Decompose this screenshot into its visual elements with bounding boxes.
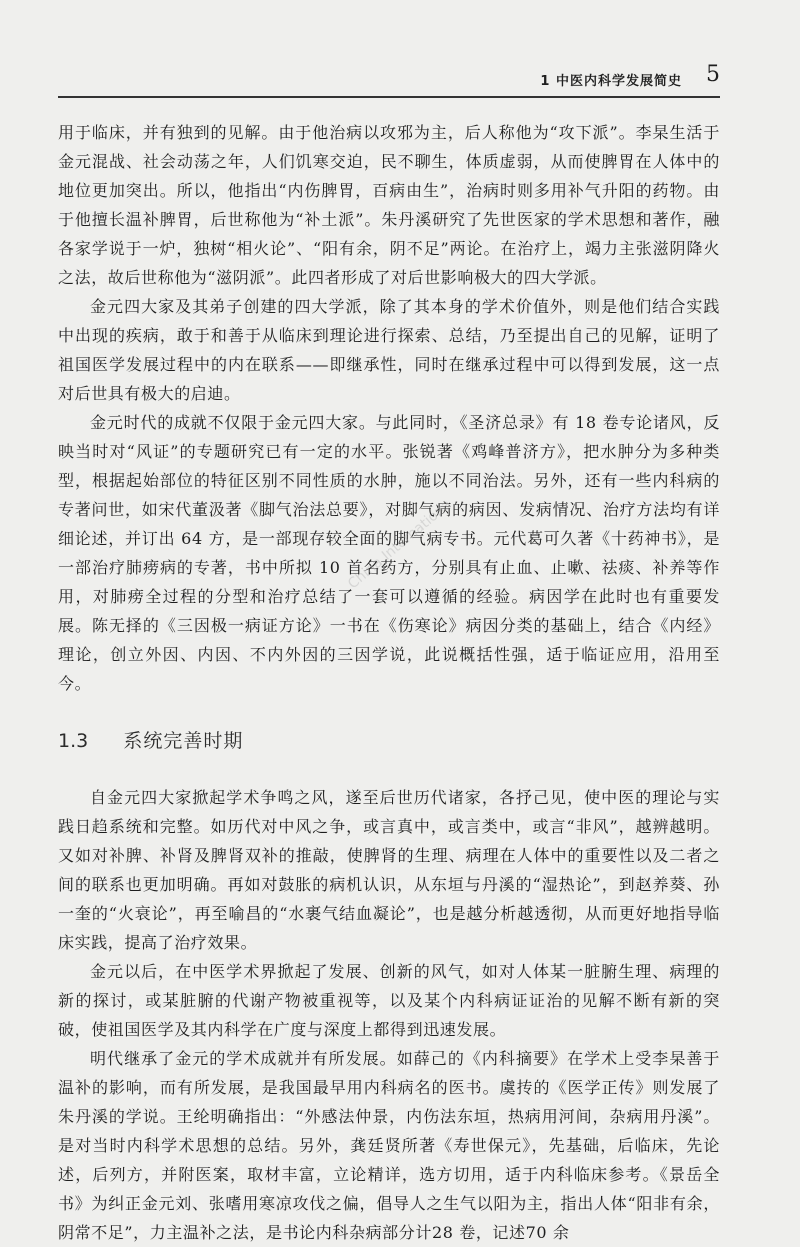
running-header (58, 62, 720, 98)
chapter-title: 1 中医内科学发展简史 (540, 74, 682, 89)
paragraph: 用于临床，并有独到的见解。由于他治病以攻邪为主，后人称他为“攻下派”。李杲生活于金元混战、社会动荡之年，人们饥寒交迫，民不聊生，体质虚弱，从而使脾胃在人体中的地位更加突出。所以，他指出“内伤脾胃，百病由生”，治病时则多用补气升阳的药物。由于他擅长温补脾胃，后世称他为“补土派”。朱丹溪研究了先世医家的学术思想和著作，融各家学说于一炉，独树“相火论”、“阳有余，阴不足”两论。在治疗上，竭力主张滋阴降火之法，故后世称他为“滋阴派”。此四者形成了对后世影响极大的四大学派。 (58, 123, 720, 287)
section-heading (58, 726, 720, 753)
watermark: China Internationa (345, 496, 455, 593)
paragraph: 金元时代的成就不仅限于金元四大家。与此同时，《圣济总录》有 18 卷专论诸风，反映当时对“风证”的专题研究已有一定的水平。张锐著《鸡峰普济方》，把水肿分为多种类型，根据起始部位的特征区别不同性质的水肿，施以不同治法。另外，还有一些内科病的专著问世，如宋代董汲著《脚气治法总要》，对脚气病的病因、发病情况、治疗方法均有详细论述，并订出 64 方，是一部现存较全面的脚气病专书。元代葛可久著《十药神书》，是一部治疗肺痨病的专著，书中所拟 10 首名药方，分别具有止血、止嗽、祛痰、补养等作用，对肺痨全过程的分型和治疗总结了一套可以遵循的经验。病因学在此时也有重要发展。陈无择的《三因极一病证方论》一书在《伤寒论》病因分类的基础上，结合《内经》理论，创立外因、内因、不内外因的三因学说，此说概括性强，适于临证应用，沿用至今。 (58, 413, 720, 693)
paragraph: 自金元四大家掀起学术争鸣之风，遂至后世历代诸家，各抒己见，使中医的理论与实践日趋系统和完整。如历代对中风之争，或言真中，或言类中，或言“非风”，越辨越明。又如对补脾、补肾及脾肾双补的推敲，使脾肾的生理、病理在人体中的重要性以及二者之间的联系也更加明确。再如对鼓胀的病机认识，从东垣与丹溪的“湿热论”，到赵养葵、孙一奎的“火衰论”，再至喻昌的“水裹气结血凝论”，也是越分析越透彻，从而更好地指导临床实践，提高了治疗效果。 (58, 788, 720, 952)
section-title: 系统完善时期 (123, 730, 244, 752)
paragraph: 金元四大家及其弟子创建的四大学派，除了其本身的学术价值外，则是他们结合实践中出现的疾病，敢于和善于从临床到理论进行探索、总结，乃至提出自己的见解，证明了祖国医学发展过程中的内在联系——即继承性，同时在继承过程中可以得到发展，这一点对后世具有极大的启迪。 (58, 297, 720, 403)
paragraph: 明代继承了金元的学术成就并有所发展。如薛己的《内科摘要》在学术上受李杲善于温补的影响，而有所发展，是我国最早用内科病名的医书。虞抟的《医学正传》则发展了朱丹溪的学说。王纶明确指出：“外感法仲景，内伤法东垣，热病用河间，杂病用丹溪”。是对当时内科学术思想的总结。另外，龚廷贤所著《寿世保元》，先基础，后临床，先论述，后列方，并附医案，取材丰富，立论精详，选方切用，适于内科临床参考。《景岳全书》为纠正金元刘、张嗜用寒凉攻伐之偏，倡导人之生气以阳为主，指出人体“阳非有余，阴常不足”，力主温补之法，是书论内科杂病部分计28 卷，记述70 余 (58, 1049, 720, 1242)
section-number: 1.3 (58, 730, 89, 752)
paragraph: 金元以后，在中医学术界掀起了发展、创新的风气，如对人体某一脏腑生理、病理的新的探讨，或某脏腑的代谢产物被重视等，以及某个内科病证证治的见解不断有新的突破，使祖国医学及其内科学在广度与深度上都得到迅速发展。 (58, 962, 720, 1039)
body-text (58, 118, 720, 1247)
page-number: 5 (706, 62, 720, 87)
